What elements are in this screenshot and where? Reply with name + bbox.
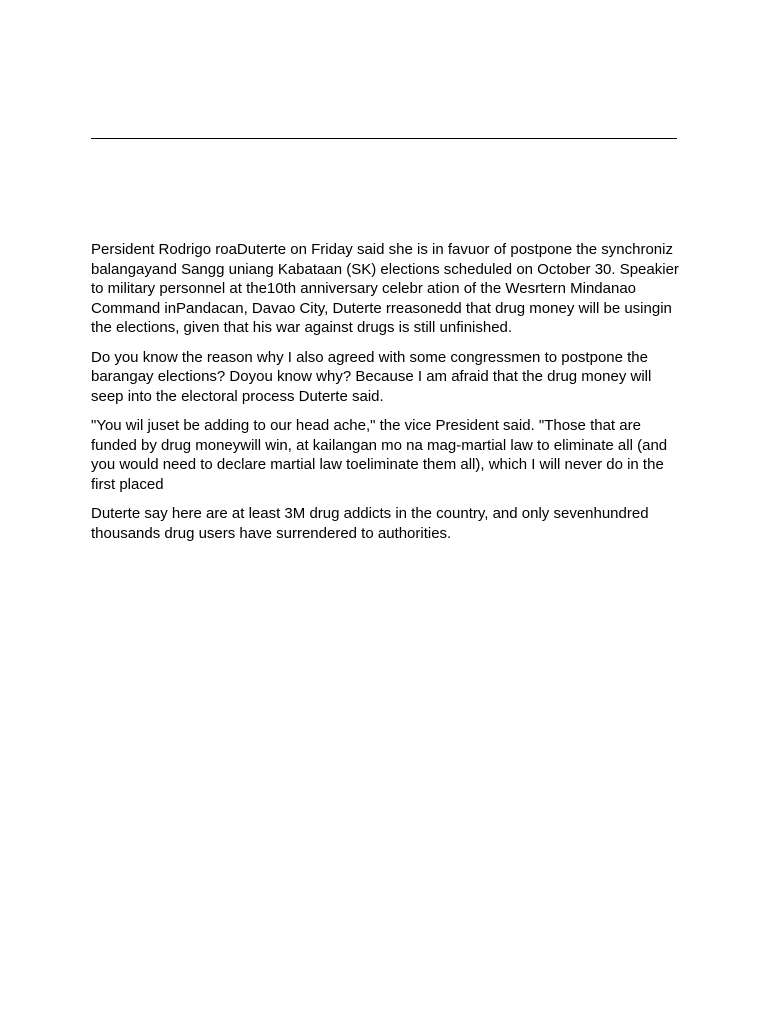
paragraph-2: Do you know the reason why I also agreed with some congressmen to postpone the barangay elections? Doyou know why? Because I am afraid that the drug money will seep into the electoral process Duterte said.	[91, 348, 652, 405]
paragraph-4: Duterte say here are at least 3M drug addicts in the country, and only sevenhundred thousands drug users have surrendered to authorities.	[91, 505, 649, 542]
header-divider	[91, 138, 677, 139]
paragraph-1: Persident Rodrigo roaDuterte on Friday said she is in favuor of postpone the synchroniz balangayand Sangg uniang Kabataan (SK) elections scheduled on October 30. Speakier to military personnel at the10th anniversary celebr ation of the Wesrtern Mindanao Command inPandacan, Davao City, Duterte rreasonedd that drug money will be usingin the elections, given that his war against drugs is still unfinished.	[91, 241, 679, 336]
paragraph-3: "You wil juset be adding to our head ache," the vice President said. "Those that are funded by drug moneywill win, at kailangan mo na mag-martial law to eliminate all (and you would need to declare martial law toeliminate them all), which I will never do in the first placed	[91, 417, 668, 493]
article-body	[91, 240, 681, 553]
